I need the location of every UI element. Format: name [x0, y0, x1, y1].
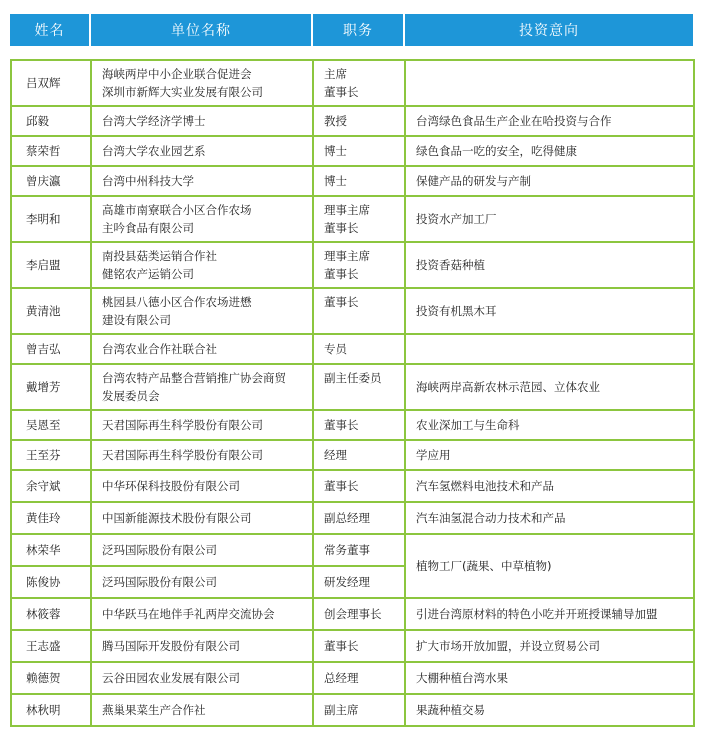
header-name: 姓名 [10, 14, 90, 46]
table-row [11, 242, 694, 288]
title-line: 博士 [324, 144, 347, 158]
unit-line: 建设有限公司 [102, 313, 171, 327]
table-row [11, 502, 694, 534]
title-line: 董事长 [324, 295, 359, 309]
job-title [313, 694, 405, 726]
title-line: 董事长 [324, 418, 359, 432]
unit-name [91, 566, 313, 598]
job-title [313, 60, 405, 106]
unit-line: 发展委员会 [102, 389, 160, 403]
investment-intent: 扩大市场开放加盟，并设立贸易公司 [405, 630, 694, 662]
title-line: 理事主席 [324, 203, 370, 217]
header-intent: 投资意向 [404, 14, 693, 46]
job-title [313, 440, 405, 470]
title-line: 董事长 [324, 85, 359, 99]
title-line: 经理 [324, 448, 347, 462]
investment-intent: 学应用 [405, 440, 694, 470]
investment-intent: 台湾绿色食品生产企业在哈投资与合作 [405, 106, 694, 136]
investment-intent [405, 60, 694, 106]
unit-line: 高雄市南寮联合小区合作农场 [102, 203, 252, 217]
unit-name [91, 534, 313, 566]
unit-name [91, 630, 313, 662]
person-name: 曾庆瀛 [11, 166, 91, 196]
table-row [11, 166, 694, 196]
unit-name [91, 166, 313, 196]
unit-line: 燕巢果菜生产合作社 [102, 703, 206, 717]
job-title [313, 470, 405, 502]
title-line: 副总经理 [324, 511, 370, 525]
title-line: 常务董事 [324, 543, 370, 557]
unit-line: 海峡两岸中小企业联合促进会 [102, 67, 252, 81]
unit-name [91, 694, 313, 726]
job-title [313, 106, 405, 136]
title-line: 研发经理 [324, 575, 370, 589]
table-row [11, 136, 694, 166]
person-name: 陈俊协 [11, 566, 91, 598]
title-line: 博士 [324, 174, 347, 188]
unit-line: 台湾大学农业园艺系 [102, 144, 206, 158]
investment-intent: 保健产品的研发与产制 [405, 166, 694, 196]
table-row [11, 196, 694, 242]
unit-name [91, 364, 313, 410]
job-title [313, 502, 405, 534]
person-name: 林筱蓉 [11, 598, 91, 630]
unit-name [91, 106, 313, 136]
title-line: 总经理 [324, 671, 359, 685]
unit-name [91, 440, 313, 470]
person-name: 吕双辉 [11, 60, 91, 106]
investment-intent: 投资香菇种植 [405, 242, 694, 288]
title-line: 董事长 [324, 267, 359, 281]
unit-line: 桃园县八德小区合作农场进懋 [102, 295, 252, 309]
table-header [10, 14, 693, 46]
table-row [11, 334, 694, 364]
person-name: 曾吉弘 [11, 334, 91, 364]
title-line: 副主任委员 [324, 371, 382, 385]
table-row [11, 440, 694, 470]
unit-line: 泛玛国际股份有限公司 [102, 543, 217, 557]
unit-line: 台湾农特产品整合营销推广协会商贸 [102, 371, 286, 385]
unit-name [91, 242, 313, 288]
title-line: 创会理事长 [324, 607, 382, 621]
unit-line: 深圳市新辉大实业发展有限公司 [102, 85, 263, 99]
job-title [313, 410, 405, 440]
job-title [313, 364, 405, 410]
person-name: 余守斌 [11, 470, 91, 502]
person-name: 吴恩至 [11, 410, 91, 440]
investment-intent: 汽车氢燃料电池技术和产品 [405, 470, 694, 502]
unit-line: 健铭农产运销公司 [102, 267, 194, 281]
table-row [11, 288, 694, 334]
table-row [11, 60, 694, 106]
person-name: 王志盛 [11, 630, 91, 662]
job-title [313, 630, 405, 662]
unit-name [91, 662, 313, 694]
investment-intent: 海峡两岸高新农林示范园、立体农业 [405, 364, 694, 410]
table-row [11, 106, 694, 136]
title-line: 董事长 [324, 639, 359, 653]
investment-intent [405, 334, 694, 364]
header-unit: 单位名称 [90, 14, 312, 46]
title-line: 教授 [324, 114, 347, 128]
investment-intent: 果蔬种植交易 [405, 694, 694, 726]
title-line: 董事长 [324, 221, 359, 235]
unit-line: 台湾农业合作社联合社 [102, 342, 217, 356]
header-title: 职务 [312, 14, 404, 46]
unit-line: 腾马国际开发股份有限公司 [102, 639, 240, 653]
job-title [313, 242, 405, 288]
investment-intent: 汽车油氢混合动力技术和产品 [405, 502, 694, 534]
title-line: 副主席 [324, 703, 359, 717]
unit-name [91, 410, 313, 440]
person-name: 林荣华 [11, 534, 91, 566]
unit-line: 南投县菇类运销合作社 [102, 249, 217, 263]
unit-line: 天君国际再生科学股份有限公司 [102, 448, 263, 462]
unit-name [91, 502, 313, 534]
job-title [313, 598, 405, 630]
unit-line: 中华环保科技股份有限公司 [102, 479, 240, 493]
unit-line: 中国新能源技术股份有限公司 [102, 511, 252, 525]
investment-intent: 引进台湾原材料的特色小吃并开班授课辅导加盟 [405, 598, 694, 630]
unit-name [91, 470, 313, 502]
unit-line: 中华跃马在地伴手礼两岸交流协会 [102, 607, 275, 621]
investment-intent: 投资水产加工厂 [405, 196, 694, 242]
table-row [11, 662, 694, 694]
job-title [313, 136, 405, 166]
person-name: 黄清池 [11, 288, 91, 334]
table-row [11, 364, 694, 410]
job-title [313, 196, 405, 242]
unit-line: 台湾中州科技大学 [102, 174, 194, 188]
person-name: 赖德贺 [11, 662, 91, 694]
unit-name [91, 288, 313, 334]
investment-intent: 植物工厂(蔬果、中草植物) [405, 534, 694, 598]
investment-intent: 投资有机黑木耳 [405, 288, 694, 334]
unit-name [91, 598, 313, 630]
table-row [11, 470, 694, 502]
title-line: 董事长 [324, 479, 359, 493]
table-row [11, 694, 694, 726]
person-name: 戴增芳 [11, 364, 91, 410]
unit-name [91, 60, 313, 106]
person-name: 蔡荣哲 [11, 136, 91, 166]
table-row [11, 630, 694, 662]
job-title [313, 534, 405, 566]
unit-line: 天君国际再生科学股份有限公司 [102, 418, 263, 432]
title-line: 理事主席 [324, 249, 370, 263]
title-line: 主席 [324, 67, 347, 81]
person-name: 王至芬 [11, 440, 91, 470]
unit-name [91, 196, 313, 242]
investor-table [10, 59, 695, 727]
unit-line: 泛玛国际股份有限公司 [102, 575, 217, 589]
table-row [11, 410, 694, 440]
table-row [11, 598, 694, 630]
title-line: 专员 [324, 342, 347, 356]
investment-intent: 绿色食品一吃的安全，吃得健康 [405, 136, 694, 166]
person-name: 李启盟 [11, 242, 91, 288]
job-title [313, 334, 405, 364]
unit-name [91, 136, 313, 166]
job-title [313, 662, 405, 694]
unit-name [91, 334, 313, 364]
table-row [11, 534, 694, 566]
investment-intent: 农业深加工与生命科 [405, 410, 694, 440]
person-name: 李明和 [11, 196, 91, 242]
person-name: 林秋明 [11, 694, 91, 726]
person-name: 邱毅 [11, 106, 91, 136]
person-name: 黄佳玲 [11, 502, 91, 534]
unit-line: 台湾大学经济学博士 [102, 114, 206, 128]
unit-line: 云谷田园农业发展有限公司 [102, 671, 240, 685]
unit-line: 主吟食品有限公司 [102, 221, 194, 235]
job-title [313, 166, 405, 196]
investment-intent: 大棚种植台湾水果 [405, 662, 694, 694]
job-title [313, 288, 405, 334]
job-title [313, 566, 405, 598]
